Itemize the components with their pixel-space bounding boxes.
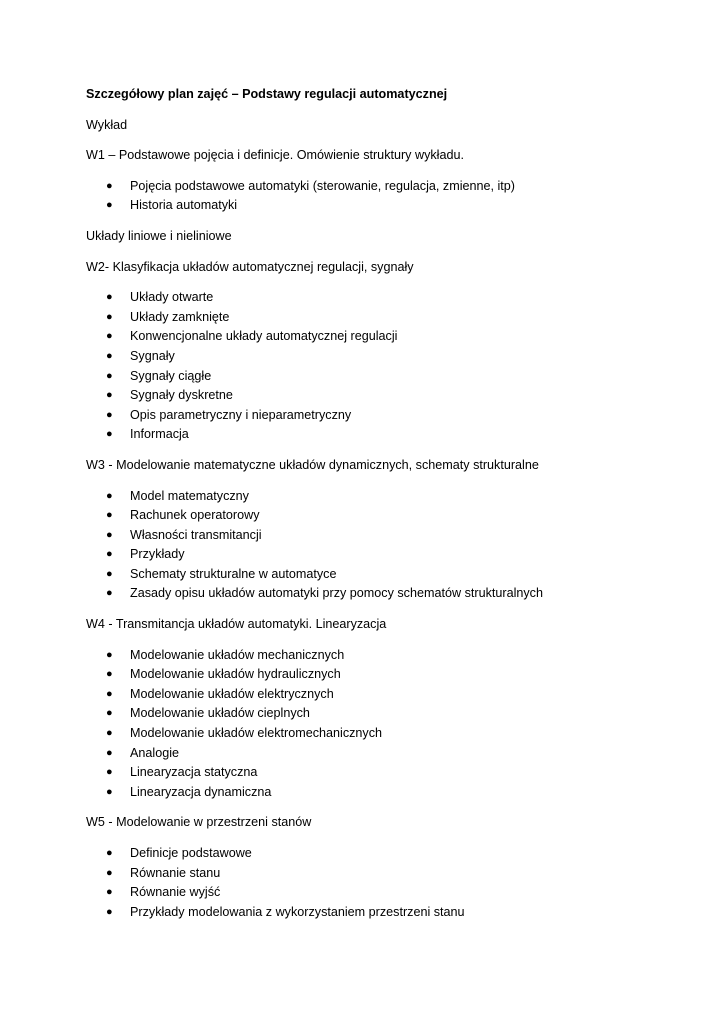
- bullet-icon: ●: [106, 389, 113, 402]
- sections-container: [86, 146, 686, 922]
- list-item-text: Przykłady modelowania z wykorzystaniem przestrzeni stanu: [130, 904, 465, 919]
- list-item: [86, 308, 686, 328]
- list-item: [86, 177, 686, 197]
- list-item: [86, 724, 686, 744]
- list-item-text: Modelowanie układów mechanicznych: [130, 647, 345, 662]
- list-item-text: Linearyzacja statyczna: [130, 765, 258, 780]
- bullet-icon: ●: [106, 567, 113, 580]
- bullet-icon: ●: [106, 509, 113, 522]
- bullet-icon: ●: [106, 489, 113, 502]
- list-item-text: Sygnały ciągłe: [130, 368, 212, 383]
- list-item-text: Konwencjonalne układy automatycznej regulacji: [130, 329, 398, 344]
- list-item-text: Definicje podstawowe: [130, 846, 252, 860]
- list-item-text: Informacja: [130, 427, 189, 442]
- section-note: Układy liniowe i nieliniowe: [86, 228, 232, 243]
- list-item-text: Rachunek operatorowy: [130, 508, 260, 523]
- list-item: [86, 545, 686, 565]
- bullet-icon: ●: [106, 330, 113, 343]
- section-heading: W2- Klasyfikacja układów automatycznej regulacji, sygnały: [86, 259, 414, 274]
- bullet-icon: ●: [106, 886, 113, 899]
- list-item: [86, 783, 686, 803]
- list-item: [86, 844, 686, 864]
- bullet-icon: ●: [106, 548, 113, 561]
- list-item-text: Sygnały: [130, 348, 175, 363]
- list-item: [86, 665, 686, 685]
- bullet-icon: ●: [106, 310, 113, 323]
- bullet-icon: ●: [106, 905, 113, 918]
- list-item-text: Układy otwarte: [130, 290, 214, 305]
- list-item-text: Sygnały dyskretne: [130, 388, 233, 403]
- list-item: [86, 685, 686, 705]
- list-item: [86, 288, 686, 308]
- bullet-list: [86, 646, 686, 803]
- list-item-text: Analogie: [130, 745, 180, 760]
- bullet-icon: ●: [106, 785, 113, 798]
- list-item: [86, 883, 686, 903]
- list-item-text: Równanie stanu: [130, 865, 221, 880]
- bullet-list: [86, 487, 686, 605]
- list-item: [86, 367, 686, 387]
- list-item-text: Modelowanie układów hydraulicznych: [130, 667, 341, 682]
- bullet-icon: ●: [106, 707, 113, 720]
- list-item-text: Równanie wyjść: [130, 885, 221, 900]
- bullet-icon: ●: [106, 746, 113, 759]
- bullet-icon: ●: [106, 687, 113, 700]
- list-item: [86, 744, 686, 764]
- list-item-text: Własności transmitancji: [130, 527, 262, 542]
- list-item-text: Zasady opisu układów automatyki przy pomocy schematów strukturalnych: [130, 586, 543, 601]
- section-heading: W5 - Modelowanie w przestrzeni stanów: [86, 815, 312, 830]
- list-item-text: Schematy strukturalne w automatyce: [130, 566, 337, 581]
- document-page: [86, 85, 686, 933]
- list-item-text: Historia automatyki: [130, 198, 238, 213]
- section-heading: W3 - Modelowanie matematyczne układów dynamicznych, schematy strukturalne: [86, 457, 539, 472]
- list-item-text: Linearyzacja dynamiczna: [130, 784, 272, 799]
- bullet-icon: ●: [106, 847, 113, 859]
- bullet-icon: ●: [106, 766, 113, 779]
- section-heading: W1 – Podstawowe pojęcia i definicje. Omówienie struktury wykładu.: [86, 148, 464, 163]
- list-item-text: Opis parametryczny i nieparametryczny: [130, 407, 352, 422]
- bullet-icon: ●: [106, 528, 113, 541]
- list-item: [86, 565, 686, 585]
- list-item: [86, 386, 686, 406]
- list-item-text: Pojęcia podstawowe automatyki (sterowanie, regulacja, zmienne, itp): [130, 178, 516, 193]
- list-item-text: Modelowanie układów cieplnych: [130, 706, 310, 721]
- list-item: [86, 506, 686, 526]
- list-item: [86, 526, 686, 546]
- bullet-icon: ●: [106, 349, 113, 362]
- list-item: [86, 704, 686, 724]
- bullet-icon: ●: [106, 587, 113, 600]
- bullet-icon: ●: [106, 291, 113, 304]
- document-title: Szczegółowy plan zajęć – Podstawy regulacji automatycznej: [86, 87, 448, 101]
- bullet-list: [86, 177, 686, 216]
- bullet-list: [86, 844, 686, 922]
- bullet-list: [86, 288, 686, 445]
- bullet-icon: ●: [106, 866, 113, 879]
- list-item: [86, 406, 686, 426]
- list-item-text: Model matematyczny: [130, 488, 249, 503]
- list-item: [86, 584, 686, 604]
- bullet-icon: ●: [106, 369, 113, 382]
- bullet-icon: ●: [106, 648, 113, 661]
- list-item: [86, 646, 686, 666]
- bullet-icon: ●: [106, 727, 113, 740]
- list-item: [86, 425, 686, 445]
- list-item: [86, 347, 686, 367]
- list-item-text: Układy zamknięte: [130, 309, 230, 324]
- document-subtitle: Wykład: [86, 117, 128, 132]
- bullet-icon: ●: [106, 179, 113, 192]
- section-heading: W4 - Transmitancja układów automatyki. Linearyzacja: [86, 617, 387, 632]
- list-item: [86, 763, 686, 783]
- list-item: [86, 327, 686, 347]
- list-item-text: Modelowanie układów elektromechanicznych: [130, 726, 383, 741]
- list-item: [86, 196, 686, 216]
- bullet-icon: ●: [106, 199, 113, 212]
- bullet-icon: ●: [106, 408, 113, 421]
- list-item-text: Modelowanie układów elektrycznych: [130, 686, 334, 701]
- list-item: [86, 903, 686, 923]
- list-item: [86, 864, 686, 884]
- list-item-text: Przykłady: [130, 547, 185, 562]
- list-item: [86, 487, 686, 507]
- bullet-icon: ●: [106, 668, 113, 681]
- bullet-icon: ●: [106, 428, 113, 441]
